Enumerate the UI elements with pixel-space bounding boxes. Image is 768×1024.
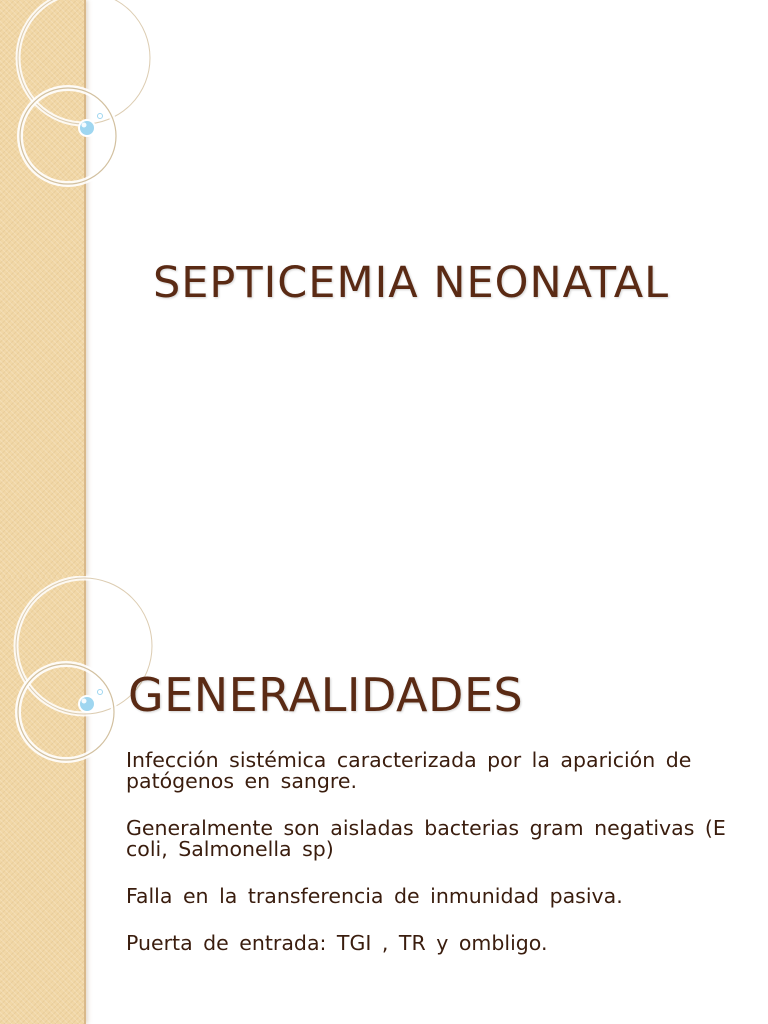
- ring-decoration-icon: [0, 576, 140, 776]
- bullet-item: Puerta de entrada: TGI , TR y ombligo.: [126, 931, 548, 955]
- bullet-item: Falla en la transferencia de inmunidad pasiva.: [126, 884, 623, 908]
- bullet-item: Infección sistémica caracterizada por la aparición de patógenos en sangre.: [126, 748, 692, 793]
- ring-decoration-icon: [0, 0, 140, 200]
- slide-generalidades: [0, 576, 768, 1024]
- bullet-item: Generalmente son aisladas bacterias gram negativas (E coli, Salmonella sp): [126, 816, 726, 861]
- slide-title-text: SEPTICEMIA NEONATAL: [152, 258, 670, 308]
- bullet-list: [126, 750, 736, 980]
- slide-heading: GENERALIDADES: [128, 668, 524, 722]
